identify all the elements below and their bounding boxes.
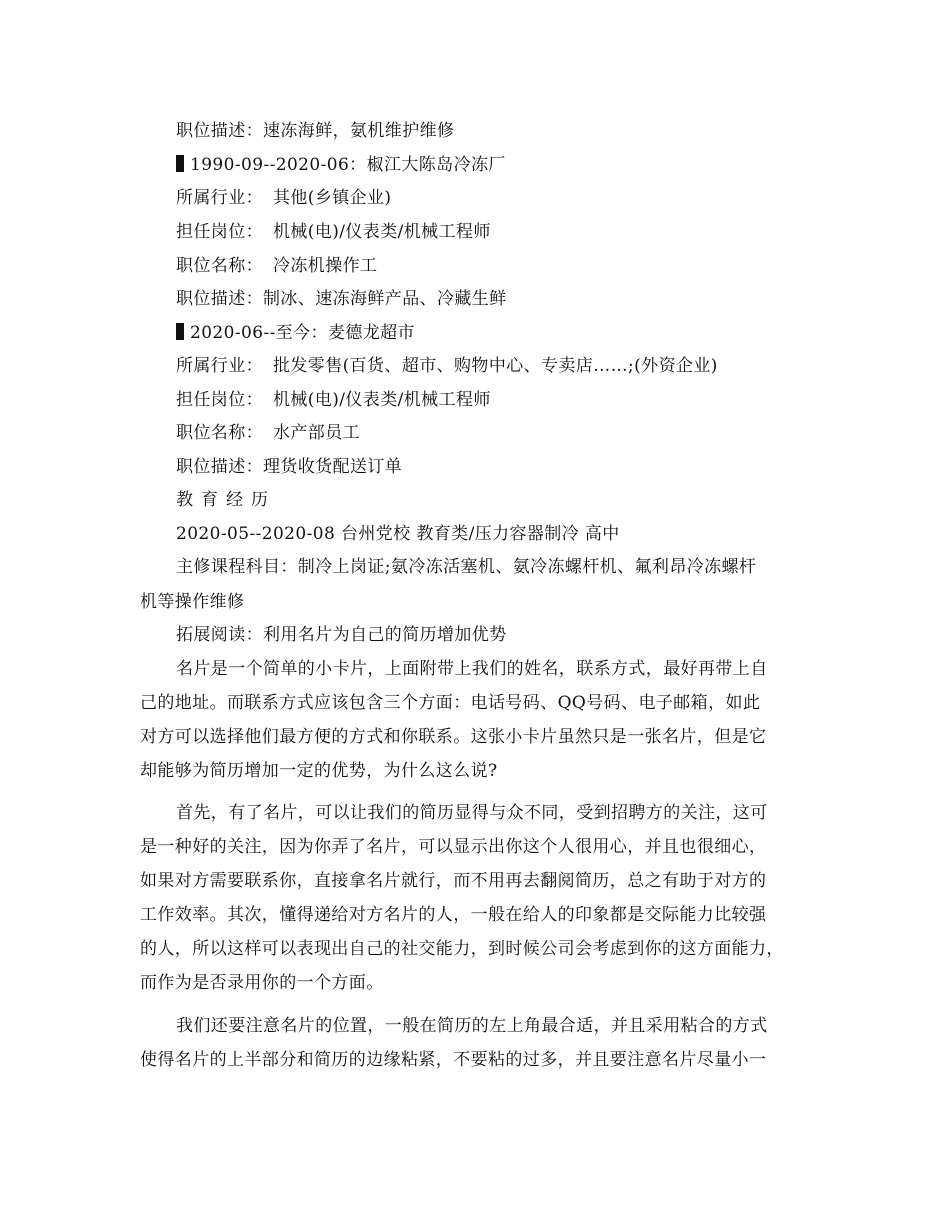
- paragraph-line: 使得名片的上半部分和简历的边缘粘紧，不要粘的过多，并且要注意名片尽量小一: [140, 1050, 767, 1070]
- industry-line: 所属行业： 其他(乡镇企业): [176, 188, 392, 208]
- paragraph-line: 名片是一个简单的小卡片，上面附带上我们的姓名，联系方式，最好再带上自: [176, 659, 768, 679]
- education-heading: 教育经历: [176, 490, 276, 510]
- paragraph-line: 却能够为简历增加一定的优势，为什么这么说?: [140, 761, 498, 781]
- job-description-line: 职位描述：速冻海鲜，氨机维护维修: [176, 121, 455, 141]
- position-line: 担任岗位： 机械(电)/仪表类/机械工程师: [176, 222, 491, 242]
- paragraph-line: 对方可以选择他们最方便的方式和你联系。这张小卡片虽然只是一张名片，但是它: [140, 727, 767, 747]
- bullet-icon: [176, 155, 184, 172]
- paragraph-line: 如果对方需要联系你，直接拿名片就行，而不用再去翻阅简历，总之有助于对方的: [140, 871, 767, 891]
- job-description-line: 职位描述：制冰、速冻海鲜产品、冷藏生鲜: [176, 289, 507, 309]
- paragraph-line: 工作效率。其次，懂得递给对方名片的人，一般在给人的印象都是交际能力比较强: [140, 905, 767, 925]
- paragraph-line: 己的地址。而联系方式应该包含三个方面：电话号码、QQ号码、电子邮箱，如此: [140, 693, 761, 713]
- job-title-line: 职位名称： 冷冻机操作工: [176, 256, 378, 276]
- paragraph-line: 的人，所以这样可以表现出自己的社交能力，到时候公司会考虑到你的这方面能力，: [140, 939, 784, 959]
- paragraph-line: 我们还要注意名片的位置，一般在简历的左上角最合适，并且采用粘合的方式: [176, 1016, 768, 1036]
- extended-reading-title: 拓展阅读：利用名片为自己的简历增加优势: [176, 625, 507, 645]
- job-title-line: 职位名称： 水产部员工: [176, 423, 360, 443]
- work-entry-heading: 1990-09--2020-06：椒江大陈岛冷冻厂: [176, 155, 506, 175]
- education-entry: 2020-05--2020-08 台州党校 教育类/压力容器制冷 高中: [176, 524, 620, 544]
- position-line: 担任岗位： 机械(电)/仪表类/机械工程师: [176, 390, 491, 410]
- paragraph-line: 首先，有了名片，可以让我们的简历显得与众不同，受到招聘方的关注，这可: [176, 803, 768, 823]
- paragraph-line: 是一种好的关注，因为你弄了名片，可以显示出你这个人很用心，并且也很细心，: [140, 837, 767, 857]
- paragraph-line: 而作为是否录用你的一个方面。: [140, 973, 384, 993]
- work-entry-heading: 2020-06--至今：麦德龙超市: [176, 323, 415, 343]
- courses-line-continued: 机等操作维修: [140, 592, 245, 612]
- courses-line: 主修课程科目：制冷上岗证;氨冷冻活塞机、氨冷冻螺杆机、氟利昂冷冻螺杆: [176, 557, 757, 577]
- industry-line: 所属行业： 批发零售(百货、超市、购物中心、专卖店……;(外资企业): [176, 356, 718, 376]
- bullet-icon: [176, 323, 184, 340]
- job-description-line: 职位描述：理货收货配送订单: [176, 457, 403, 477]
